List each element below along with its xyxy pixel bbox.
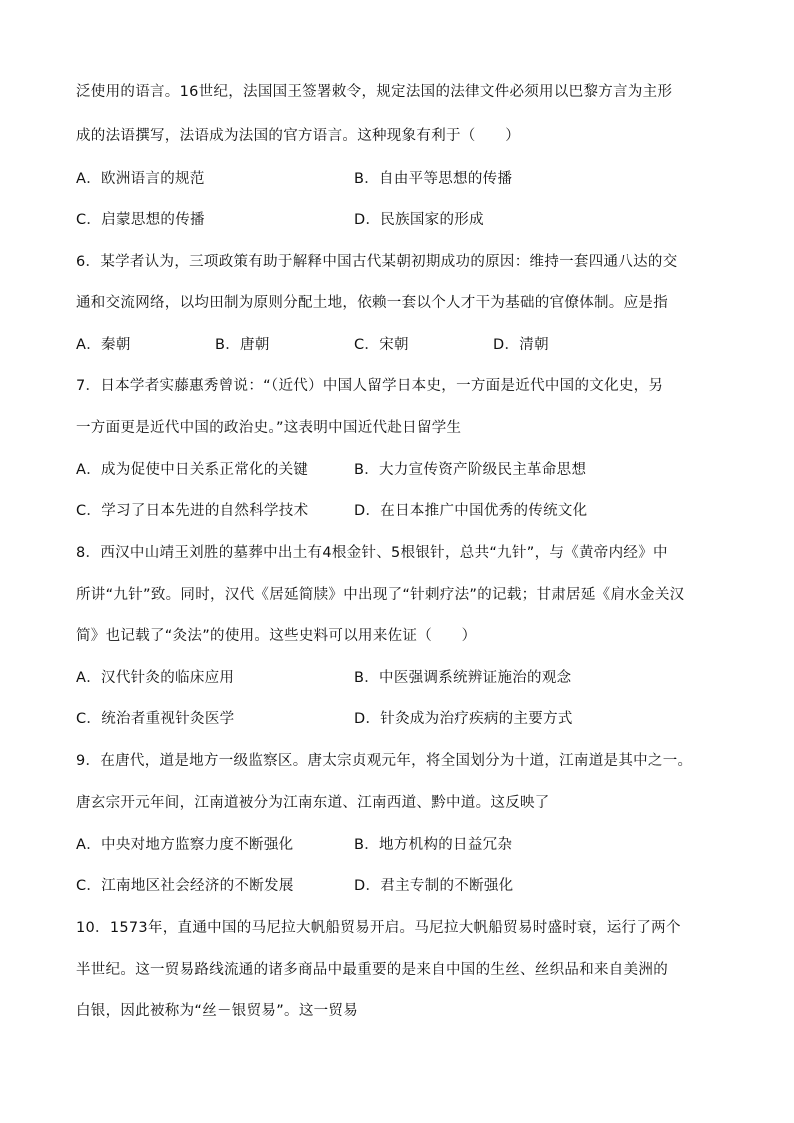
q7-option-a[interactable]: A．成为促使中日关系正常化的关键 bbox=[76, 462, 309, 478]
q6-option-a[interactable]: A．秦朝 bbox=[76, 337, 131, 353]
q5-option-c[interactable]: C．启蒙思想的传播 bbox=[76, 212, 205, 228]
q9-text-line-2: 唐玄宗开元年间，江南道被分为江南东道、江南西道、黔中道。这反映了 bbox=[76, 795, 550, 811]
q8-option-c[interactable]: C．统治者重视针灸医学 bbox=[76, 711, 235, 727]
q6-text-line-1: 6．某学者认为，三项政策有助于解释中国古代某朝初期成功的原因：维持一套四通八达的交 bbox=[76, 254, 678, 270]
q9-option-a[interactable]: A．中央对地方监察力度不断强化 bbox=[76, 837, 294, 853]
q7-text-line-1: 7．日本学者实藤惠秀曾说：“（近代）中国人留学日本史，一方面是近代中国的文化史，另 bbox=[76, 378, 664, 394]
q6-option-d[interactable]: D．清朝 bbox=[493, 337, 549, 353]
q5-option-b[interactable]: B．自由平等思想的传播 bbox=[354, 171, 513, 187]
q5-text-line-1: 泛使用的语言。16世纪，法国国王签署敕令，规定法国的法律文件必须用以巴黎方言为主形 bbox=[76, 84, 673, 100]
q9-text-line-1: 9．在唐代，道是地方一级监察区。唐太宗贞观元年，将全国划分为十道，江南道是其中之一。 bbox=[76, 753, 693, 769]
q8-option-b[interactable]: B．中医强调系统辨证施治的观念 bbox=[354, 670, 572, 686]
q5-text-line-2: 成的法语撰写，法语成为法国的官方语言。这种现象有利于（ ） bbox=[76, 128, 520, 144]
q5-option-a[interactable]: A．欧洲语言的规范 bbox=[76, 171, 205, 187]
q7-text-line-2: 一方面更是近代中国的政治史。”这表明中国近代赴日留学生 bbox=[76, 420, 462, 436]
q8-text-line-2: 所讲“九针”致。同时，汉代《居延简牍》中出现了“针刺疗法”的记载；甘肃居延《肩水金关汉 bbox=[76, 587, 685, 603]
q6-option-c[interactable]: C．宋朝 bbox=[354, 337, 409, 353]
q7-option-d[interactable]: D．在日本推广中国优秀的传统文化 bbox=[354, 503, 588, 519]
q8-option-d[interactable]: D．针灸成为治疗疾病的主要方式 bbox=[354, 711, 573, 727]
q9-option-d[interactable]: D．君主专制的不断强化 bbox=[354, 878, 514, 894]
q7-option-c[interactable]: C．学习了日本先进的自然科学技术 bbox=[76, 503, 309, 519]
q5-option-d[interactable]: D．民族国家的形成 bbox=[354, 212, 484, 228]
q10-text-line-1: 10．1573年，直通中国的马尼拉大帆船贸易开启。马尼拉大帆船贸易时盛时衰，运行了两个 bbox=[76, 920, 681, 936]
q10-text-line-2: 半世纪。这一贸易路线流通的诸多商品中最重要的是来自中国的生丝、丝织品和来自美洲的 bbox=[76, 962, 668, 978]
q8-text-line-1: 8．西汉中山靖王刘胜的墓葬中出土有4根金针、5根银针，总共“九针”，与《黄帝内经》中 bbox=[76, 545, 668, 561]
q7-option-b[interactable]: B．大力宣传资产阶级民主革命思想 bbox=[354, 462, 587, 478]
q6-text-line-2: 通和交流网络，以均田制为原则分配土地，依赖一套以个人才干为基础的官僚体制。应是指 bbox=[76, 295, 668, 311]
q10-text-line-3: 白银，因此被称为“丝－银贸易”。这一贸易 bbox=[76, 1003, 359, 1019]
q9-option-c[interactable]: C．江南地区社会经济的不断发展 bbox=[76, 878, 294, 894]
q9-option-b[interactable]: B．地方机构的日益冗杂 bbox=[354, 837, 513, 853]
q8-option-a[interactable]: A．汉代针灸的临床应用 bbox=[76, 670, 235, 686]
q8-text-line-3: 简》也记载了“灸法”的使用。这些史料可以用来佐证（ ） bbox=[76, 628, 477, 644]
q6-option-b[interactable]: B．唐朝 bbox=[215, 337, 270, 353]
